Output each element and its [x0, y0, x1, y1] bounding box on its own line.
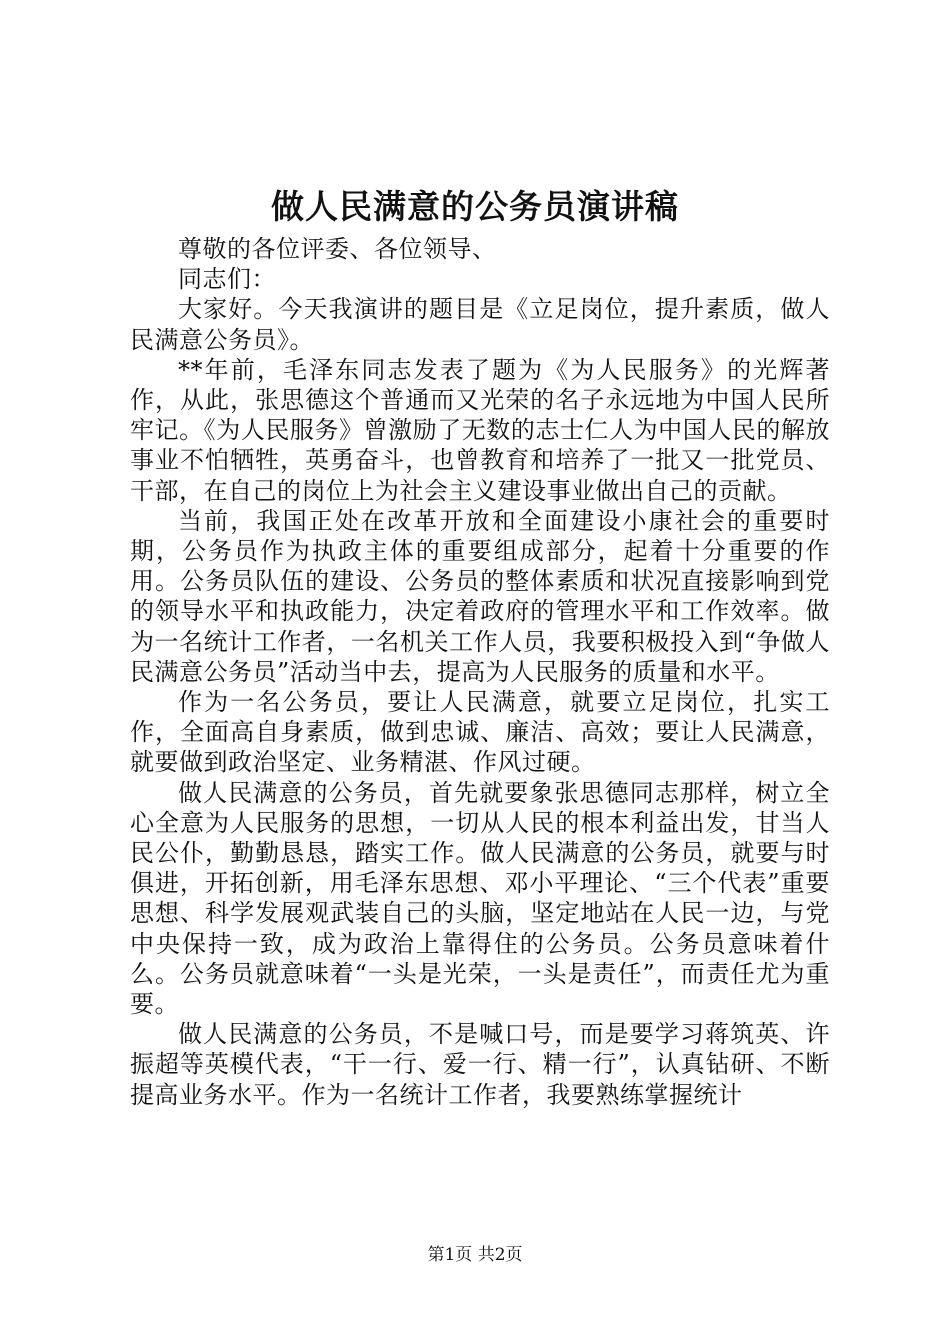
paragraph-current: 当前，我国正处在改革开放和全面建设小康社会的重要时期，公务员作为执政主体的重要组成部分，起着十分重要的作用。公务员队伍的建设、公务员的整体素质和状况直接影响到党的领导水平和执政能力，决定着政府的管理水平和工作效率。做为一名统计工作者，一名机关工作人员，我要积极投入到“争做人民满意公务员”活动当中去，提高为人民服务的质量和水平。 [130, 506, 830, 686]
salutation-line-2: 同志们： [178, 265, 276, 294]
salutation-line-1: 尊敬的各位评委、各位领导、 [178, 235, 497, 263]
document-body [130, 234, 830, 1110]
paragraph-example: 做人民满意的公务员，首先就要象张思德同志那样，树立全心全意为人民服务的思想，一切从人民的根本利益出发，甘当人民公仆，勤勤恳恳，踏实工作。做人民满意的公务员，就要与时俱进，开拓创新，用毛泽东思想、邓小平理论、“三个代表”重要思想、科学发展观武装自己的头脑，坚定地站在人民一边，与党中央保持一致，成为政治上靠得住的公务员。公务员意味着什么。公务员就意味着“一头是光荣，一头是责任”，而责任尤为重要。 [130, 778, 830, 1019]
paragraph-learning: 做人民满意的公务员，不是喊口号，而是要学习蒋筑英、许振超等英模代表，“干一行、爱一行、精一行”，认真钻研、不断提高业务水平。作为一名统计工作者，我要熟练掌握统计 [130, 1020, 830, 1109]
paragraph-history: **年前，毛泽东同志发表了题为《为人民服务》的光辉著作，从此，张思德这个普通而又光荣的名子永远地为中国人民所牢记。《为人民服务》曾激励了无数的志士仁人为中国人民的解放事业不怕牺牲，英勇奋斗，也曾教育和培养了一批又一批党员、干部，在自己的岗位上为社会主义建设事业做出自己的贡献。 [130, 355, 830, 505]
paragraph-greeting: 大家好。今天我演讲的题目是《立足岗位，提升素质，做人民满意公务员》。 [130, 295, 830, 354]
document-title: 做人民满意的公务员演讲稿 [271, 187, 679, 226]
page-footer: 第1页 共2页 [427, 1245, 523, 1265]
paragraph-requirements: 作为一名公务员，要让人民满意，就要立足岗位，扎实工作，全面高自身素质，做到忠诚、廉洁、高效；要让人民满意，就要做到政治坚定、业务精湛、作风过硬。 [130, 688, 830, 777]
